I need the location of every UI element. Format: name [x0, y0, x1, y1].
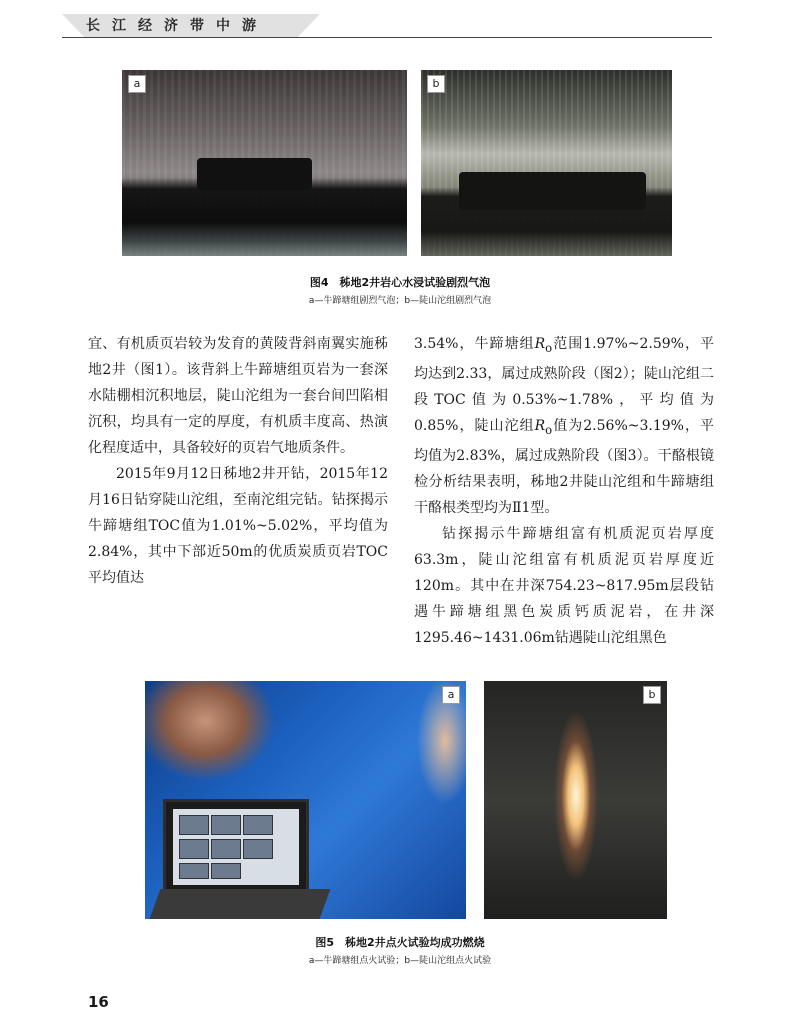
figure5-photo-a [145, 681, 466, 919]
figure5-title: 图5 秭地2井点火试验均成功燃烧 [315, 936, 485, 949]
paragraph [414, 331, 714, 521]
right-column [414, 331, 714, 651]
figure4-panel-b-label: b [427, 75, 445, 93]
journal-title: 长江经济带中游 [86, 18, 268, 34]
laptop-keyboard [150, 889, 331, 919]
text-run: 范围1.97%~2.59%，平均达到2.33，属过成熟阶段（图2）；陡山沱组二段TOC值为0.53%~1.78%，平均值为0.85%，陡山沱组 [414, 336, 714, 434]
figure5-photo-b [484, 681, 667, 919]
core-sample [459, 172, 646, 210]
figure4-photo-b [421, 70, 672, 256]
ro-symbol: R [534, 417, 546, 434]
core-sample [197, 158, 312, 190]
laptop [163, 799, 309, 895]
ro-symbol: R [534, 336, 546, 352]
text-run: 3.54%，牛蹄塘组 [414, 336, 535, 352]
text-run: 值为2.56%~3.19%，平均值为2.83%，属过成熟阶段（图3）。干酪根镜检分析结果表明，秭地2井陡山沱组和牛蹄塘组干酪根类型均为Ⅱ1型。 [414, 417, 714, 516]
ro-subscript: o [545, 422, 553, 437]
page-number: 16 [88, 993, 109, 1011]
figure5-subtitle: a—牛蹄塘组点火试验；b—陡山沱组点火试验 [308, 956, 492, 966]
ro-subscript: o [545, 340, 553, 355]
figure5-panel-a-label: a [442, 686, 460, 704]
paragraph: 钻探揭示牛蹄塘组富有机质泥页岩厚度63.3m，陡山沱组富有机质泥页岩厚度近120m。其中在井深754.23~817.95m层段钻遇牛蹄塘组黑色炭质钙质泥岩，在井深1295.46~1431.06m钻遇陡山沱组黑色 [414, 525, 714, 646]
figure4-title: 图4 秭地2井岩心水浸试验剧烈气泡 [309, 276, 491, 289]
figure5-panel-b-label: b [643, 686, 661, 704]
figure4-subtitle: a—牛蹄塘组剧烈气泡；b—陡山沱组剧烈气泡 [308, 296, 492, 306]
paragraph: 2015年9月12日秭地2井开钻，2015年12月16日钻穿陡山沱组，至南沱组完钻。钻探揭示牛蹄塘组TOC值为1.01%~5.02%，平均值为2.84%，其中下部近50m的优质炭质页岩TOC平均值达 [88, 466, 388, 586]
header-rule [62, 37, 712, 38]
left-column [88, 331, 388, 591]
figure4-panel-a-label: a [128, 75, 146, 93]
paragraph: 宜、有机质页岩较为发育的黄陵背斜南翼实施秭地2井（图1）。该背斜上牛蹄塘组页岩为一套深水陆棚相沉积地层，陡山沱组为一套台间凹陷相沉积，均具有一定的厚度，有机质丰度高、热演化程度适中，具备较好的页岩气地质条件。 [88, 336, 388, 456]
laptop-screen [173, 809, 299, 885]
figure4-photo-a [122, 70, 407, 256]
